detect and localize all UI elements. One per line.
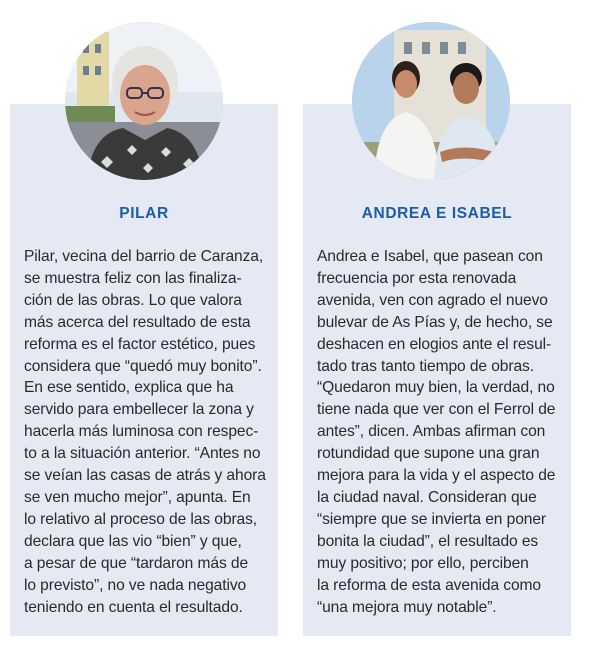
profile-text-pilar: Pilar, vecina del barrio de Caranza, se muestra feliz con las finaliza- ción de las obras. Lo que valora más acerca del resultado de esta reforma es el factor estético, pues considera que “quedó muy bonito”. En ese sentido, explica que ha servido para embellecer la zona y hacerla más luminosa con respec- to a la situación anterior. “Antes no se veían las casas de atrás y ahora se ven mucho mejor”, apunta. En lo relativo al proceso de las obras, declara que las vio “bien” y que, a pesar de que “tardaron más de lo previsto”, no ve nada negativo teniendo en cuenta el resultado. — [24, 248, 266, 616]
profile-text-andrea-isabel: Andrea e Isabel, que pasean con frecuencia por esta renovada avenida, ven con agrado el nuevo bulevar de As Pías y, de hecho, se deshacen en elogios ante el resul- tado tras tanto tiempo de obras. “Quedaron muy bien, la verdad, no tiene nada que ver con el Ferrol de antes”, dicen. Ambas afirman con rotundidad que supone una gran mejora para la vida y el aspecto de la ciudad naval. Consideran que “siempre que se invierta en poner bonita la ciudad”, el resultado es muy positivo; por ello, perciben la reforma de esta avenida como “una mejora muy notable”. — [317, 248, 556, 616]
profile-name-andrea-isabel: ANDREA E ISABEL — [361, 205, 513, 222]
pilar-photo — [65, 22, 223, 180]
profile-name-pilar: PILAR — [119, 205, 169, 222]
andrea-isabel-photo — [352, 22, 510, 180]
